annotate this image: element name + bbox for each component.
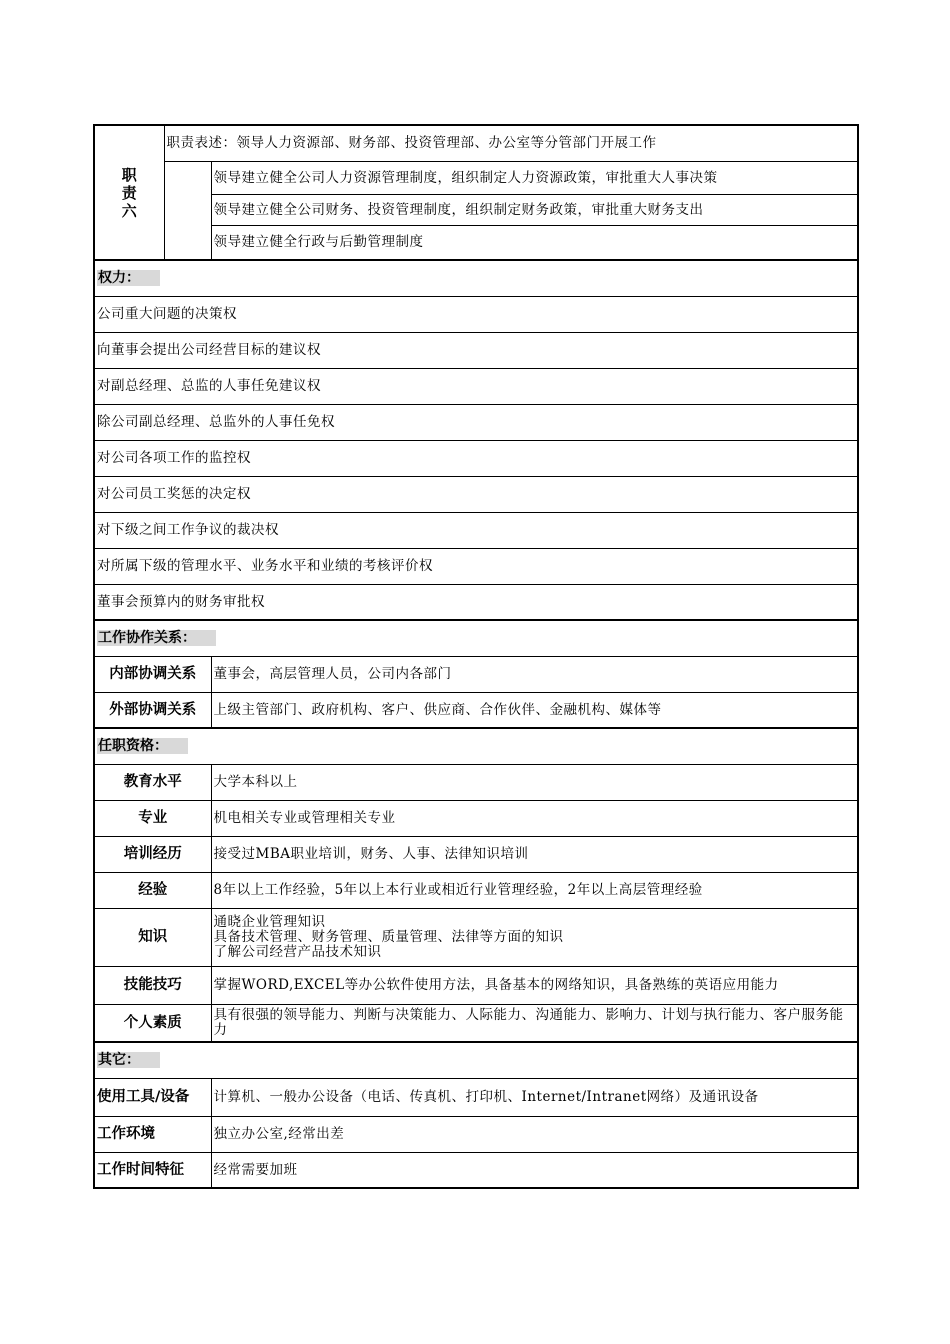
knowledge-line: 具备技术管理、财务管理、质量管理、法律等方面的知识 — [213, 928, 564, 945]
external-relations-label: 外部协调关系 — [94, 692, 211, 728]
power-item: 对公司各项工作的监控权 — [94, 440, 858, 476]
qualifications-title-text: 任职资格： — [97, 738, 188, 754]
duty6-label-char: 职 — [121, 165, 137, 184]
major-label: 专业 — [94, 800, 211, 836]
job-description-document — [93, 124, 857, 1189]
power-item: 除公司副总经理、总监外的人事任免权 — [94, 404, 858, 440]
duty6-description: 职责表述：领导人力资源部、财务部、投资管理部、办公室等分管部门开展工作 — [164, 125, 858, 161]
duty6-blank-cell — [164, 161, 211, 260]
training-label: 培训经历 — [94, 836, 211, 872]
skills-value: 掌握WORD,EXCEL等办公软件使用方法，具备基本的网络知识，具备熟练的英语应用能力 — [211, 966, 858, 1004]
personal-quality-label: 个人素质 — [94, 1004, 211, 1042]
internal-relations-label: 内部协调关系 — [94, 656, 211, 692]
experience-label: 经验 — [94, 872, 211, 908]
power-item: 董事会预算内的财务审批权 — [94, 584, 858, 620]
tools-value: 计算机、一般办公设备（电话、传真机、打印机、Internet/Intranet网络）及通讯设备 — [211, 1078, 858, 1116]
education-value: 大学本科以上 — [211, 764, 858, 800]
education-label: 教育水平 — [94, 764, 211, 800]
power-item: 对下级之间工作争议的裁决权 — [94, 512, 858, 548]
duty6-label-char: 责 — [121, 183, 137, 202]
powers-title-text: 权力： — [97, 270, 160, 286]
experience-value: 8年以上工作经验，5年以上本行业或相近行业管理经验，2年以上高层管理经验 — [211, 872, 858, 908]
duty6-label-char: 六 — [121, 201, 137, 220]
major-value: 机电相关专业或管理相关专业 — [211, 800, 858, 836]
qualifications-section-title — [94, 728, 858, 764]
knowledge-line: 通晓企业管理知识 — [213, 913, 326, 930]
external-relations-value: 上级主管部门、政府机构、客户、供应商、合作伙伴、金融机构、媒体等 — [211, 692, 858, 728]
duty6-item: 领导建立健全公司财务、投资管理制度，组织制定财务政策，审批重大财务支出 — [211, 194, 858, 225]
tools-label: 使用工具/设备 — [94, 1078, 211, 1116]
training-value: 接受过MBA职业培训，财务、人事、法律知识培训 — [211, 836, 858, 872]
power-item: 向董事会提出公司经营目标的建议权 — [94, 332, 858, 368]
power-item: 公司重大问题的决策权 — [94, 296, 858, 332]
power-item: 对所属下级的管理水平、业务水平和业绩的考核评价权 — [94, 548, 858, 584]
duty6-label — [94, 125, 164, 260]
work-time-label: 工作时间特征 — [94, 1152, 211, 1188]
personal-quality-value: 具有很强的领导能力、判断与决策能力、人际能力、沟通能力、影响力、计划与执行能力、客户服务能力 — [211, 1004, 858, 1042]
work-time-value: 经常需要加班 — [211, 1152, 858, 1188]
knowledge-label: 知识 — [94, 908, 211, 966]
power-item: 对副总经理、总监的人事任免建议权 — [94, 368, 858, 404]
duty6-item: 领导建立健全公司人力资源管理制度，组织制定人力资源政策，审批重大人事决策 — [211, 161, 858, 194]
power-item: 对公司员工奖惩的决定权 — [94, 476, 858, 512]
work-environment-label: 工作环境 — [94, 1116, 211, 1152]
knowledge-value — [211, 908, 858, 966]
powers-section-title — [94, 260, 858, 296]
knowledge-line: 了解公司经营产品技术知识 — [213, 943, 382, 960]
job-description-table — [93, 124, 859, 1189]
others-section-title — [94, 1042, 858, 1078]
others-title-text: 其它： — [97, 1052, 160, 1068]
work-environment-value: 独立办公室,经常出差 — [211, 1116, 858, 1152]
skills-label: 技能技巧 — [94, 966, 211, 1004]
duty6-item: 领导建立健全行政与后勤管理制度 — [211, 225, 858, 260]
relations-title-text: 工作协作关系： — [97, 630, 216, 646]
internal-relations-value: 董事会，高层管理人员，公司内各部门 — [211, 656, 858, 692]
relations-section-title — [94, 620, 858, 656]
